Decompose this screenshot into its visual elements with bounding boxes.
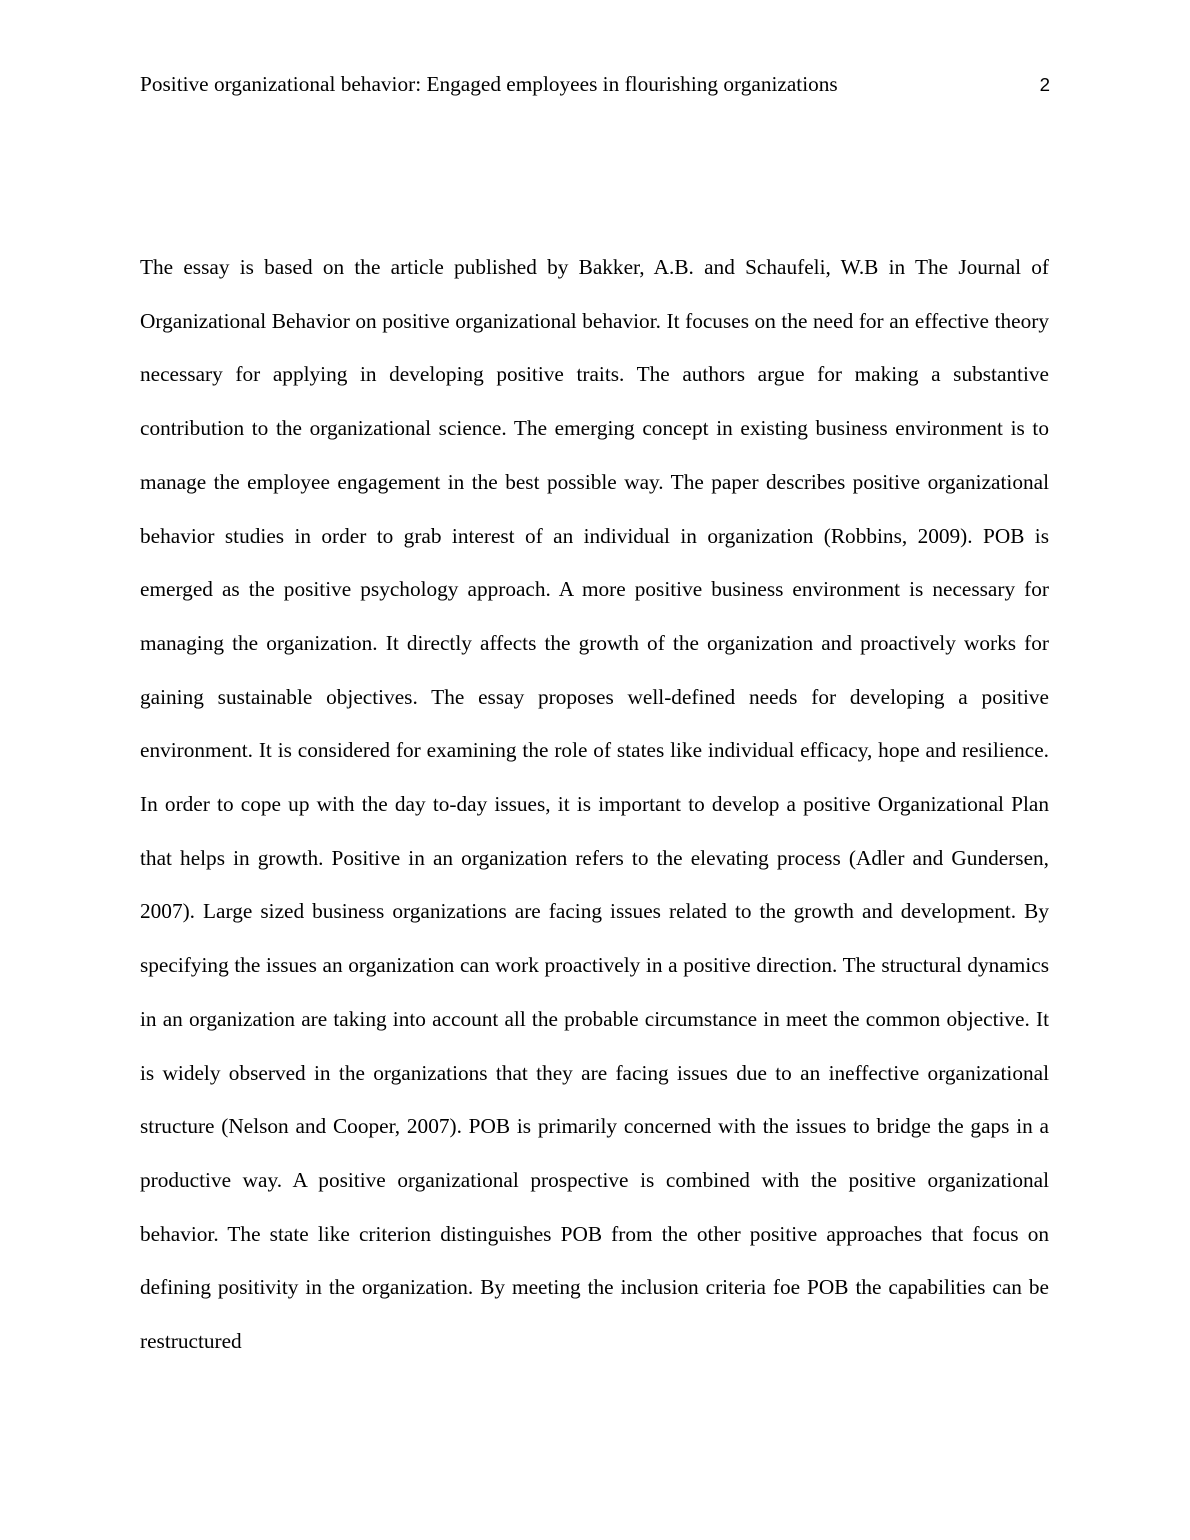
body-paragraph: The essay is based on the article published by Bakker, A.B. and Schaufeli, W.B in The Journal of Organizational Behavior on positive organizational behavior. It focuses on the need for an effective theory necessary for applying in developing positive traits. The authors argue for making a substantive contribution to the organizational science. The emerging concept in existing business environment is to manage the employee engagement in the best possible way. The paper describes positive organizational behavior studies in order to grab interest of an individual in organization (Robbins, 2009). POB is emerged as the positive psychology approach. A more positive business environment is necessary for managing the organization. It directly affects the growth of the organization and proactively works for gaining sustainable objectives. The essay proposes well-defined needs for developing a positive environment. It is considered for examining the role of states like individual efficacy, hope and resilience. In order to cope up with the day to-day issues, it is important to develop a positive Organizational Plan that helps in growth. Positive in an organization refers to the elevating process (Adler and Gundersen, 2007). Large sized business organizations are facing issues related to the growth and development. By specifying the issues an organization can work proactively in a positive direction. The structural dynamics in an organization are taking into account all the probable circumstance in meet the common objective. It is widely observed in the organizations that they are facing issues due to an ineffective organizational structure (Nelson and Cooper, 2007). POB is primarily concerned with the issues to bridge the gaps in a productive way. A positive organizational prospective is combined with the positive organizational behavior. The state like criterion distinguishes POB from the other positive approaches that focus on defining positivity in the organization. By meeting the inclusion criteria foe POB the capabilities can be restructured xyxy=(140,255,1049,1354)
running-head-title: Positive organizational behavior: Engaged employees in flourishing organizations xyxy=(140,72,838,96)
page-number: 2 xyxy=(1039,74,1050,95)
running-head xyxy=(140,70,1050,100)
